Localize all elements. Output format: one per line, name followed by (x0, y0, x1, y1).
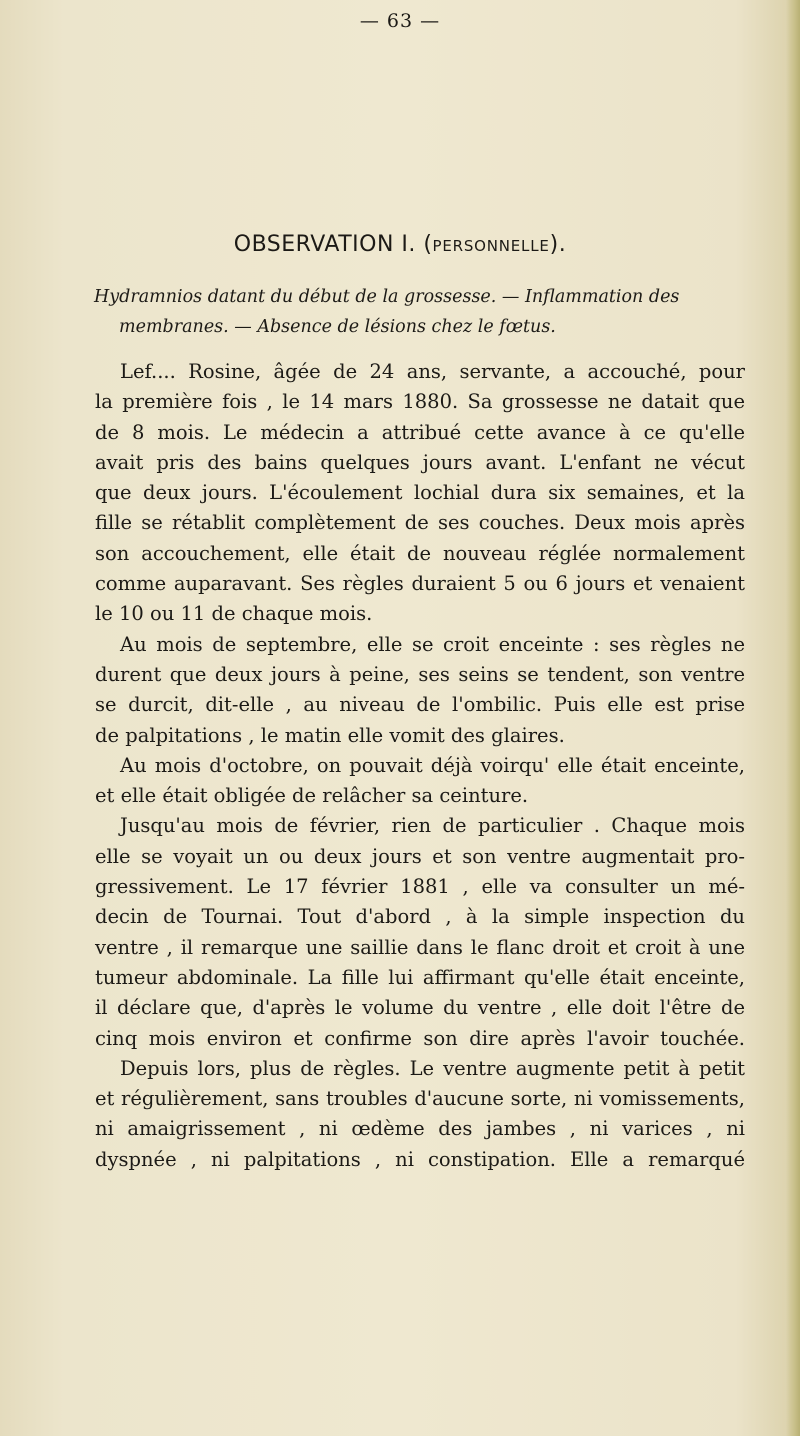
text-line: son accouchement, elle était de nouveau réglée normalement (95, 541, 745, 565)
page-number: — 63 — (359, 10, 441, 32)
text-line: ventre , il remarque une saillie dans le flanc droit et croit à une (95, 935, 745, 959)
title-end: ). (549, 232, 567, 257)
text-line: Jusqu'au mois de février, rien de particulier . Chaque mois (120, 814, 745, 838)
body-text (95, 357, 745, 1175)
title-small-caps: PERSONNELLE (432, 237, 550, 255)
text-line: la première fois , le 14 mars 1880. Sa grossesse ne datait que (95, 390, 745, 414)
text-line: Au mois de septembre, elle se croit enceinte : ses règles ne (120, 632, 745, 656)
text-line: fille se rétablit complètement de ses couches. Deux mois après (95, 511, 745, 535)
text-line: et régulièrement, sans troubles d'aucune sorte, ni vomissements, (95, 1087, 745, 1111)
page-edge-shadow (786, 0, 800, 1436)
text-line: tumeur abdominale. La fille lui affirmant qu'elle était enceinte, (95, 965, 745, 989)
text-line: Depuis lors, plus de règles. Le ventre augmente petit à petit (120, 1056, 745, 1080)
observation-title (0, 232, 800, 257)
text-line: ni amaigrissement , ni œdème des jambes , ni varices , ni (95, 1117, 745, 1141)
text-line: que deux jours. L'écoulement lochial dura six semaines, et la (95, 481, 745, 505)
text-line: se durcit, dit-elle , au niveau de l'ombilic. Puis elle est prise (95, 693, 745, 717)
text-line: il déclare que, d'après le volume du ventre , elle doit l'être de (95, 996, 745, 1020)
text-line: elle se voyait un ou deux jours et son ventre augmentait pro- (95, 844, 745, 868)
text-line: Au mois d'octobre, on pouvait déjà voirqu' elle était enceinte, (120, 753, 745, 777)
subtitle-line-1: Hydramnios datant du début de la grossesse. — Inflammation des (94, 287, 680, 307)
text-line: Lef.... Rosine, âgée de 24 ans, servante, a accouché, pour (120, 360, 745, 383)
text-line: cinq mois environ et confirme son dire après l'avoir touchée. (95, 1026, 745, 1050)
subtitle-line-2: membranes. — Absence de lésions chez le fœtus. (119, 317, 556, 337)
text-line: comme auparavant. Ses règles duraient 5 ou 6 jours et venaient (95, 572, 745, 596)
text-line: de 8 mois. Le médecin a attribué cette avance à ce qu'elle (95, 420, 745, 444)
text-line: decin de Tournai. Tout d'abord , à la simple inspection du (95, 905, 745, 929)
text-line: avait pris des bains quelques jours avant. L'enfant ne vécut (95, 450, 745, 474)
text-line: dyspnée , ni palpitations , ni constipation. Elle a remarqué (95, 1147, 745, 1171)
text-line: et elle était obligée de relâcher sa ceinture. (95, 784, 529, 808)
text-line: le 10 ou 11 de chaque mois. (95, 602, 373, 626)
title-main: OBSERVATION I. ( (233, 232, 433, 257)
text-line: de palpitations , le matin elle vomit des glaires. (95, 723, 565, 747)
observation-subtitle (94, 282, 744, 342)
text-line: durent que deux jours à peine, ses seins se tendent, son ventre (95, 662, 745, 686)
text-line: gressivement. Le 17 février 1881 , elle va consulter un mé- (95, 875, 745, 899)
